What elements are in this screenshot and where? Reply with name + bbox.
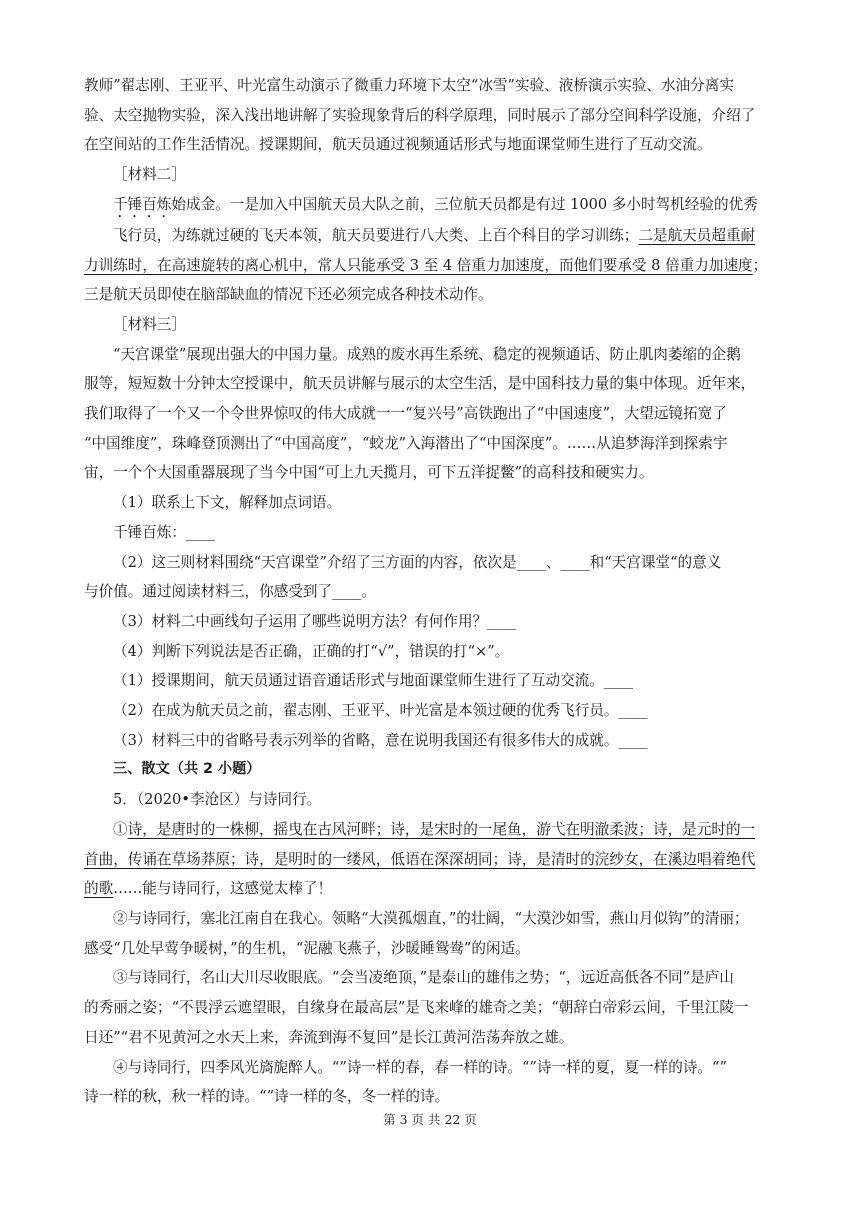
document-body: [84, 71, 780, 1112]
question-line: （2）在成为航天员之前，翟志刚、王亚平、叶光富是本领过硬的优秀飞行员。____: [113, 702, 648, 720]
material-3-heading: ［材料三］: [113, 315, 186, 333]
text-line: 力训练时，在高速旋转的离心机中，常人只能承受 3 至 4 倍重力加速度，而他们要承受 8 倍重力加速度；: [84, 256, 768, 274]
text-line: 的秀丽之姿；“不畏浮云遮望眼，自缘身在最高层”是飞来峰的雄奇之美；“朝辞白帝彩云间，千里江陵一: [84, 999, 749, 1017]
text-line: [84, 845, 780, 875]
text-line: ②与诗同行，塞北江南自在我心。领略“大漠孤烟直，”的壮阔，“大漠沙如雪，燕山月似钩”的清丽；: [113, 909, 749, 927]
question-line: （4）判断下列说法是否正确，正确的打“√”，错误的打“×”。: [113, 642, 510, 660]
section-heading: 三、散文（共 2 小题）: [113, 761, 261, 778]
underlined-sentence: 的歌: [84, 880, 114, 898]
text-line: 千锤百炼始成金。一是加入中国航天员大队之前，三位航天员都是有过 1000 多小时驾机经验的优秀: [113, 195, 758, 213]
text-line: ③与诗同行，名山大川尽收眼底。“会当凌绝顶，”是泰山的雄伟之势；“，远近高低各不同”是庐山: [113, 969, 734, 987]
question-line: （3）材料二中画线句子运用了哪些说明方法？有何作用？____: [113, 612, 517, 630]
text-line: 的歌……能与诗同行，这感觉太棒了！: [84, 880, 333, 898]
question-line: 与价值。通过阅读材料三，你感受到了____。: [84, 583, 376, 601]
text-line: 服等，短短数十分钟太空授课中，航天员讲解与展示的太空生活，是中国科技力量的集中体现。近年来，: [84, 375, 756, 393]
text-line: 日还”“君不见黄河之水天上来，奔流到海不复回”是长江黄河浩荡奔放之雄。: [84, 1028, 574, 1046]
text-line: 教师”翟志刚、王亚平、叶光富生动演示了微重力环境下太空“冰雪”实验、液桥演示实验、水油分离实: [84, 77, 734, 94]
page-footer: 第 3 页 共 22 页: [383, 1112, 477, 1127]
text-line: 飞行员，为练就过硬的飞天本领，航天员要进行八大类、上百个科目的学习训练；二是航天员超重耐: [113, 226, 756, 244]
text-line: 感受“几处早莺争暖树，”的生机，“泥融飞燕子，沙暖睡鸳鸯”的闲适。: [84, 939, 530, 957]
text-line: 我们取得了一个又一个令世界惊叹的伟大成就一一“复兴号”高铁跑出了“中国速度”，大望远镜拓宽了: [84, 405, 727, 423]
text-line: “天宫课堂”展现出强大的中国力量。成熟的废水再生系统、稳定的视频通话、防止肌肉萎缩的企鹅: [113, 345, 741, 363]
question-line: （3）材料三中的省略号表示列举的省略，意在说明我国还有很多伟大的成就。____: [113, 731, 648, 749]
question-line: （2）这三则材料围绕“天宫课堂”介绍了三方面的内容，依次是____、____和“天宫课堂“的意义: [113, 553, 722, 571]
material-2-heading: ［材料二］: [113, 166, 186, 184]
text-line: 三是航天员即使在脑部缺血的情况下还必须完成各种技术动作。: [84, 286, 493, 304]
text-line: ④与诗同行，四季风光旖旎醉人。“”诗一样的春，春一样的诗。“”诗一样的夏，夏一样的诗。“”: [113, 1058, 727, 1076]
underlined-sentence: 力训练时，在高速旋转的离心机中，常人只能承受 3 至 4 倍重力加速度，而他们要承受 8 倍重力加速度: [84, 256, 753, 274]
text-line: 诗一样的秋，秋一样的诗。“”诗一样的冬，冬一样的诗。: [84, 1088, 450, 1106]
text-line: 在空间站的工作生活情况。授课期间，航天员通过视频通话形式与地面课堂师生进行了互动交流。: [84, 136, 712, 154]
question-title: 5．（2020•李沧区）与诗同行。: [113, 791, 322, 809]
text-line: 验、太空抛物实验，深入浅出地讲解了实验现象背后的科学原理，同时展示了部分空间科学设施，介绍了: [84, 106, 756, 124]
underlined-sentence: 诗，是唐时的一株柳，摇曳在古风河畔；诗，是宋时的一尾鱼，游弋在明澈柔波；诗，是元时的一: [127, 820, 756, 838]
underlined-sentence: 首曲，传诵在草场莽原；诗，是明时的一缕风，低语在深深胡同；诗，是清时的浣纱女，在溪边唱着绝代: [84, 850, 756, 868]
answer-line: 千锤百炼：____: [113, 523, 216, 541]
dotted-term: 千锤百炼: [113, 195, 172, 213]
question-line: （1）授课期间，航天员通过语音通话形式与地面课堂师生进行了互动交流。____: [113, 672, 634, 690]
text-line: “中国维度”，珠峰登顶测出了“中国高度”，“蛟龙”入海潜出了“中国深度”。……从追梦海洋到探索宇: [84, 434, 728, 452]
text-line: ①诗，是唐时的一株柳，摇曳在古风河畔；诗，是宋时的一尾鱼，游弋在明澈柔波；诗，是元时的一: [113, 820, 756, 838]
underlined-sentence: 二是航天员超重耐: [638, 226, 756, 244]
text-line: 宙，一个个大国重器展现了当今中国“可上九天揽月，可下五洋捉鳖”的高科技和硬实力。: [84, 464, 654, 482]
question-line: （1）联系上下文，解释加点词语。: [113, 494, 342, 512]
